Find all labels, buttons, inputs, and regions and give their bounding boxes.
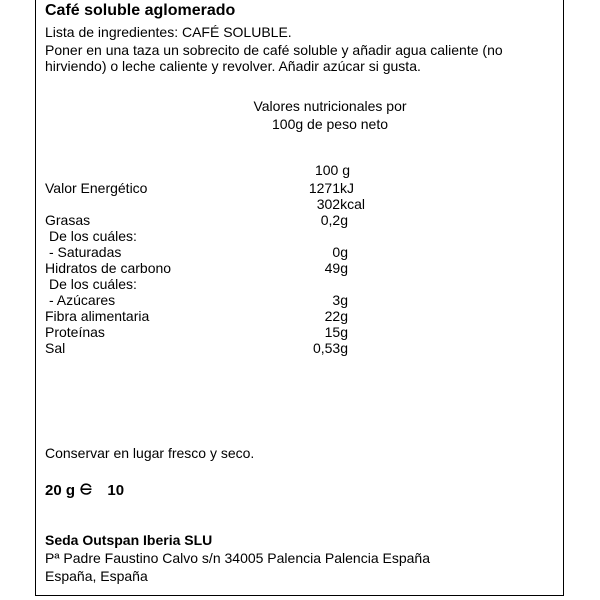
nutrient-value: 3g [332,292,348,308]
unit-count: 10 [107,482,125,499]
nutrition-header-line1: Valores nutricionales por [253,98,407,114]
net-weight: 20 g [45,482,76,499]
nutrient-label: De los cuáles: [49,228,137,244]
nutrient-label: - Saturadas [49,244,122,260]
energy-label: Valor Energético [45,180,148,196]
company-country: España, España [45,568,148,584]
nutrient-label: Sal [45,340,66,356]
preparation-instructions: Poner en una taza un sobrecito de café soluble y añadir agua caliente (no hirviendo) o leche caliente y revolver. Añadir azúcar si gusta. [45,42,503,74]
company-name: Seda Outspan Iberia SLU [45,532,213,548]
nutrient-label: Hidratos de carbono [45,260,172,276]
nutrient-value: 15g [324,324,348,340]
nutrient-label: De los cuáles: [49,276,137,292]
nutrient-value: 0g [332,244,348,260]
nutrient-label: Proteínas [45,324,105,340]
nutrient-value: 0,53g [312,340,348,356]
nutrient-label: - Azúcares [49,292,116,308]
nutrient-label: Grasas [45,212,91,228]
e-icon [79,482,93,500]
storage-instructions: Conservar en lugar fresco y seco. [45,445,255,461]
nutrient-value: 49g [324,260,348,276]
company-address: Pª Padre Faustino Calvo s/n 34005 Palencia Palencia España [45,550,430,566]
energy-kcal-value: 302kcal [316,196,365,212]
energy-kj-value: 1271kJ [308,180,354,196]
nutrition-header-line2: 100g de peso neto [272,116,388,132]
ingredients-list: Lista de ingredientes: CAFÉ SOLUBLE. [45,24,292,40]
net-quantity [45,482,124,500]
nutrient-value: 0,2g [320,212,348,228]
nutrient-label: Fibra alimentaria [45,308,150,324]
product-title: Café soluble aglomerado [45,2,236,19]
nutrition-column-header: 100 g [314,162,350,178]
nutrient-value: 22g [324,308,348,324]
